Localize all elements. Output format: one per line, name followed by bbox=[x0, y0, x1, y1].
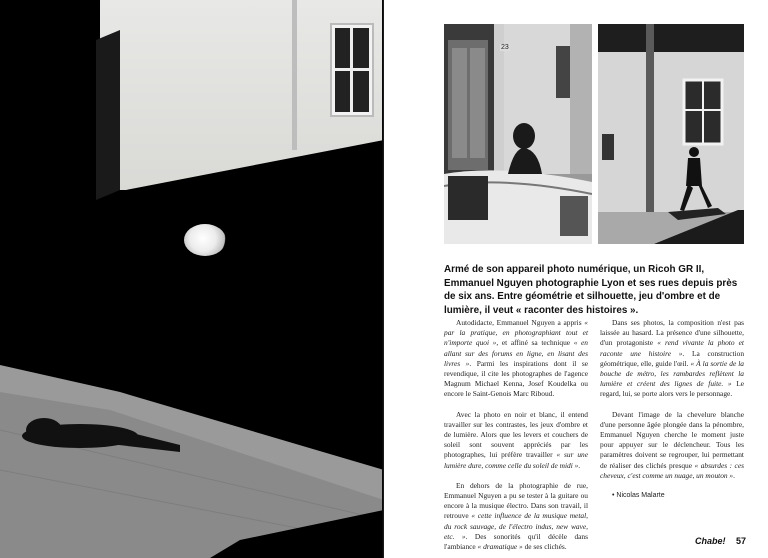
page-number: 57 bbox=[735, 536, 746, 546]
text-column-1 bbox=[444, 318, 588, 558]
paragraph: Avec la photo en noir et blanc, il entend travailler sur les contrastes, les jeux d'ombre et de lumière. Alors que les levers et couchers de soleil sont souvent appréciés par les photographes, lui préfère travailler « sur une lumière dure, comme celle du soleil de midi ». bbox=[444, 409, 589, 470]
lead-paragraph: Armé de son appareil photo numérique, un Ricoh GR II, Emmanuel Nguyen photographie Lyon et ses rues depuis près de six ans. Entre géométrie et silhouette, jeu d'ombre et de lumière, il veut « raconter des histoires ». bbox=[444, 264, 738, 316]
author-signature: • Nicolas Malarte bbox=[612, 492, 665, 500]
page-footer bbox=[695, 536, 746, 546]
door-number: 23 bbox=[501, 44, 509, 51]
photo-walker-street bbox=[598, 24, 744, 244]
walker-photo-art bbox=[598, 24, 744, 244]
magazine-brand: Chabe! bbox=[694, 536, 726, 546]
right-page bbox=[384, 0, 768, 558]
text-column-2 bbox=[600, 318, 744, 511]
paragraph: Devant l'image de la chevelure blanche d'une personne âgée plongée dans la pénombre, Emmanuel Nguyen cherche le moment juste pour appuyer sur le déclencheur. Tous les paramètres doivent se regrouper, lui permettant de réaliser des clichés presque « absurdes : ces cheveux, c'est comme un nuage, un mouton ». bbox=[600, 409, 744, 480]
door-photo-art bbox=[444, 24, 592, 244]
white-hair-cloud bbox=[184, 224, 226, 256]
paragraph: Autodidacte, Emmanuel Nguyen a appris « par la pratique, en photographiant tout et n'importe quoi », et affiné sa technique « en allant sur des forums en ligne, en lisant des livres ». Parmi les inspirations dont il se revendique, il cite les photographes de l'agence Magnum Michael Kenna, Josef Koudelka ou encore le Saint-Genois Marc Riboud. bbox=[444, 318, 588, 399]
photo-door-silhouette bbox=[444, 24, 592, 244]
paragraph: Dans ses photos, la composition n'est pas laissée au hasard. La présence d'une silhouette, d'un protagoniste « rend vivante la photo et raconte une histoire ». La construction géométrique, elle, guide l'œil. « À la sortie de la bouche de métro, les rambardes reflètent la lumière et créent des lignes de fuite. » Le regard, lui, se porte alors vers le personnage. bbox=[600, 318, 745, 399]
paragraph: En dehors de la photographie de rue, Emmanuel Nguyen a pu se tester à la guitare ou encore à la musique électro. Dans son travail, il retrouve « cette influence de la musique metal, du rock sauvage, de l'électro indus, new wave, etc. ». Des sonorités qu'il décèle dans l'ambiance « dramatique » de ses clichés. bbox=[444, 480, 588, 552]
